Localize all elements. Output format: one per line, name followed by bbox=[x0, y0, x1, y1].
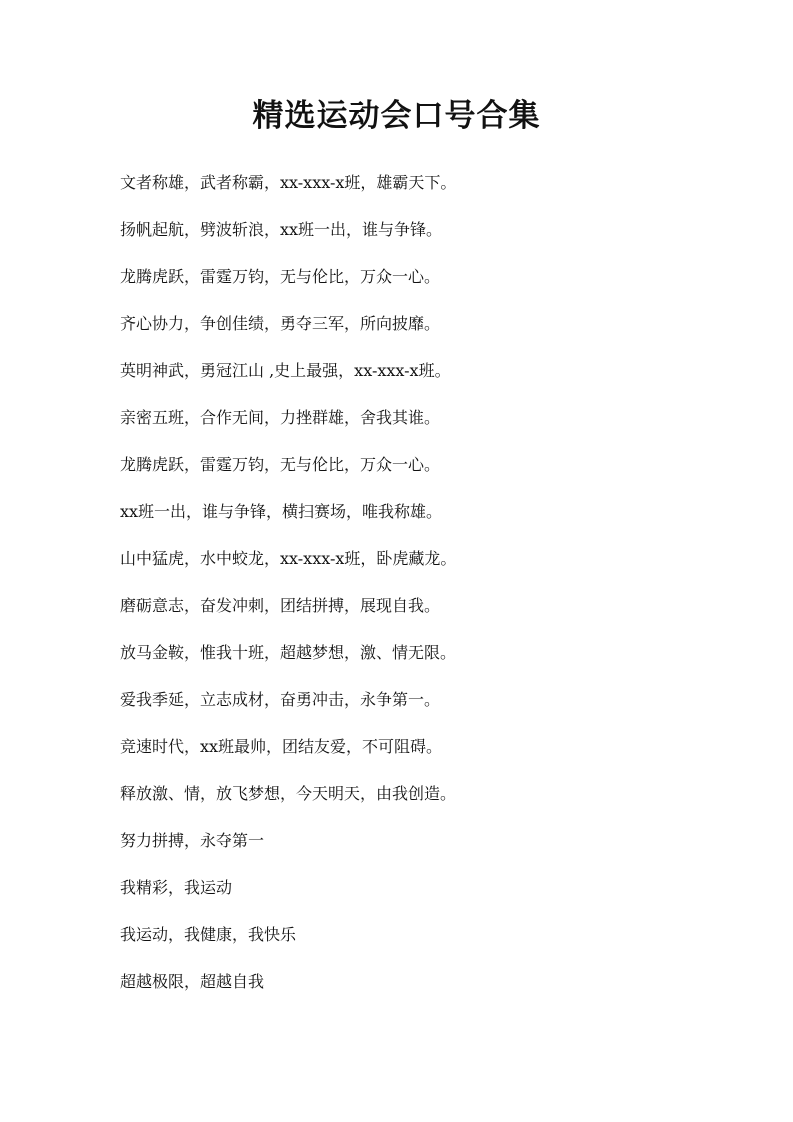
slogan-line: 山中猛虎，水中蛟龙，xx-xxx-x班，卧虎藏龙。 bbox=[120, 549, 457, 568]
slogan-line: 爱我季延，立志成材，奋勇冲击，永争第一。 bbox=[120, 690, 441, 709]
slogan-line: 竞速时代，xx班最帅，团结友爱，不可阻碍。 bbox=[120, 737, 443, 756]
slogan-line: 释放激、情，放飞梦想，今天明天，由我创造。 bbox=[120, 784, 457, 803]
slogan-line: 磨砺意志，奋发冲刺，团结拼搏，展现自我。 bbox=[120, 596, 441, 615]
slogan-line: 龙腾虎跃，雷霆万钧，无与伦比，万众一心。 bbox=[120, 267, 441, 286]
slogan-line: 龙腾虎跃，雷霆万钧，无与伦比，万众一心。 bbox=[120, 455, 441, 474]
slogan-line: 我运动，我健康，我快乐 bbox=[120, 925, 297, 944]
slogan-line: 扬帆起航，劈波斩浪，xx班一出，谁与争锋。 bbox=[120, 220, 443, 239]
slogan-line: 亲密五班，合作无间，力挫群雄，舍我其谁。 bbox=[120, 408, 441, 427]
slogan-line: 超越极限，超越自我 bbox=[120, 972, 265, 991]
slogan-line: 努力拼搏，永夺第一 bbox=[120, 831, 265, 850]
slogan-line: 我精彩，我运动 bbox=[120, 878, 233, 897]
slogan-line: 文者称雄，武者称霸，xx-xxx-x班，雄霸天下。 bbox=[120, 173, 457, 192]
slogan-line: 英明神武，勇冠江山 ,史上最强，xx-xxx-x班。 bbox=[120, 361, 451, 380]
slogan-line: 放马金鞍，惟我十班，超越梦想，激、情无限。 bbox=[120, 643, 457, 662]
document-title: 精选运动会口号合集 bbox=[252, 98, 541, 134]
slogan-list bbox=[120, 168, 720, 1014]
slogan-line: 齐心协力，争创佳绩，勇夺三军，所向披靡。 bbox=[120, 314, 441, 333]
slogan-line: xx班一出，谁与争锋，横扫赛场，唯我称雄。 bbox=[120, 502, 443, 521]
